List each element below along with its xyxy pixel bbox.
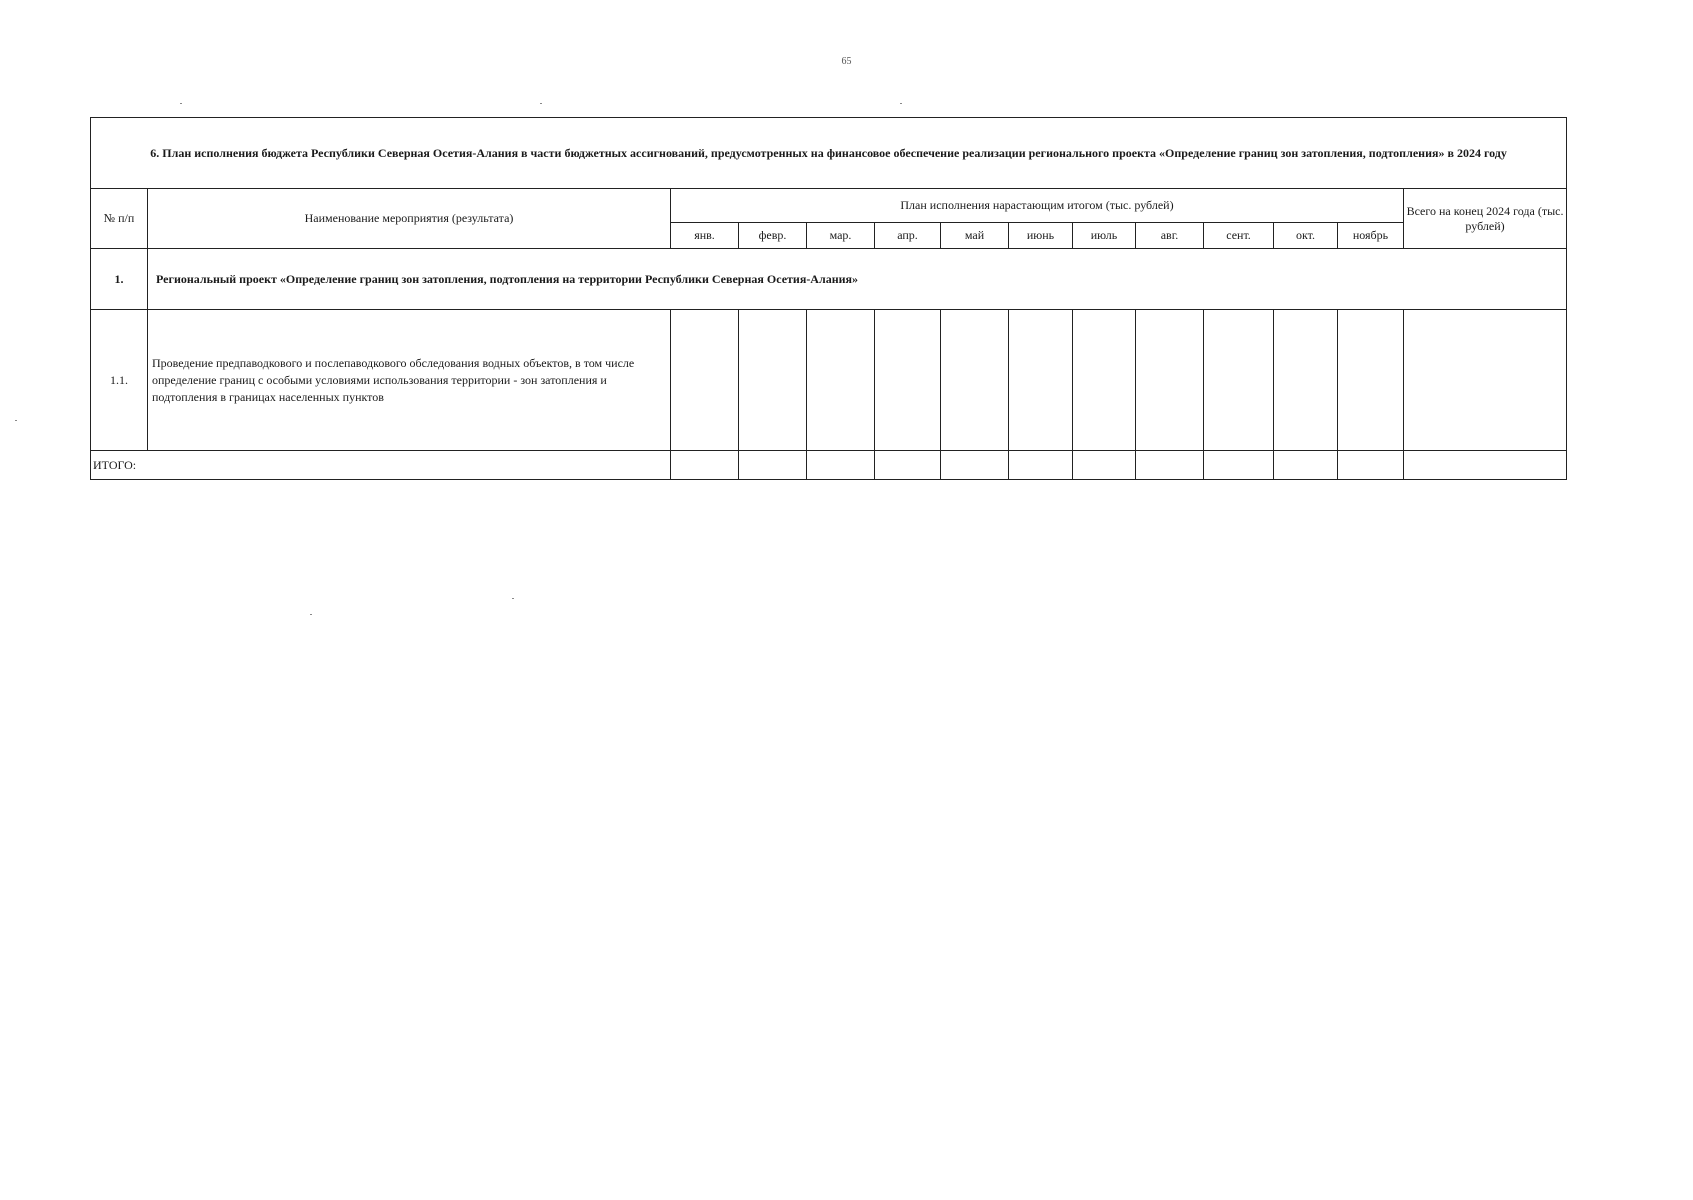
header-month-mar: мар.: [807, 223, 875, 249]
header-total-year: Всего на конец 2024 года (тыс. рублей): [1404, 189, 1567, 249]
scan-speck: [310, 614, 312, 615]
cell-jun: [1009, 310, 1073, 451]
scan-speck: [180, 103, 182, 104]
scan-speck: [512, 598, 514, 599]
cell-feb: [739, 310, 807, 451]
cell-may: [941, 310, 1009, 451]
activity-name: Проведение предпаводкового и послепаводкового обследования водных объектов, в том числе определение границ с особыми условиями использования территории - зон затопления и подтопления в границах населенных пунктов: [148, 310, 671, 451]
total-jul: [1073, 451, 1136, 480]
header-activity-name: Наименование мероприятия (результата): [148, 189, 671, 249]
row-number: 1.: [91, 249, 148, 310]
total-may: [941, 451, 1009, 480]
cell-aug: [1136, 310, 1204, 451]
table-row: [91, 310, 1567, 451]
header-month-aug: авг.: [1136, 223, 1204, 249]
header-month-jan: янв.: [671, 223, 739, 249]
header-month-nov: ноябрь: [1338, 223, 1404, 249]
row-number: 1.1.: [91, 310, 148, 451]
total-feb: [739, 451, 807, 480]
header-number: № п/п: [91, 189, 148, 249]
cell-oct: [1274, 310, 1338, 451]
scan-speck: [15, 420, 17, 421]
header-month-sep: сент.: [1204, 223, 1274, 249]
budget-plan-table: [90, 117, 1567, 480]
total-aug: [1136, 451, 1204, 480]
cell-apr: [875, 310, 941, 451]
header-month-apr: апр.: [875, 223, 941, 249]
cell-jul: [1073, 310, 1136, 451]
header-month-jun: июнь: [1009, 223, 1073, 249]
page-number: 65: [841, 56, 852, 67]
total-nov: [1338, 451, 1404, 480]
total-sep: [1204, 451, 1274, 480]
header-month-oct: окт.: [1274, 223, 1338, 249]
cell-jan: [671, 310, 739, 451]
total-apr: [875, 451, 941, 480]
scan-speck: [540, 103, 542, 104]
total-year: [1404, 451, 1567, 480]
total-oct: [1274, 451, 1338, 480]
total-label: ИТОГО:: [91, 451, 671, 480]
total-mar: [807, 451, 875, 480]
total-jun: [1009, 451, 1073, 480]
cell-sep: [1204, 310, 1274, 451]
cell-total: [1404, 310, 1567, 451]
cell-nov: [1338, 310, 1404, 451]
table-row: [91, 249, 1567, 310]
cell-mar: [807, 310, 875, 451]
project-name: Региональный проект «Определение границ зон затопления, подтопления на территории Республики Северная Осетия-Алания»: [148, 249, 1567, 310]
total-row: [91, 451, 1567, 480]
header-month-may: май: [941, 223, 1009, 249]
total-jan: [671, 451, 739, 480]
header-plan: План исполнения нарастающим итогом (тыс. рублей): [671, 189, 1404, 223]
header-month-jul: июль: [1073, 223, 1136, 249]
table-title: 6. План исполнения бюджета Республики Северная Осетия-Алания в части бюджетных ассигнований, предусмотренных на финансовое обеспечение реализации регионального проекта «Определение границ зон затопления, подтопления» в 2024 году: [91, 118, 1567, 189]
scan-speck: [900, 103, 902, 104]
header-month-feb: февр.: [739, 223, 807, 249]
